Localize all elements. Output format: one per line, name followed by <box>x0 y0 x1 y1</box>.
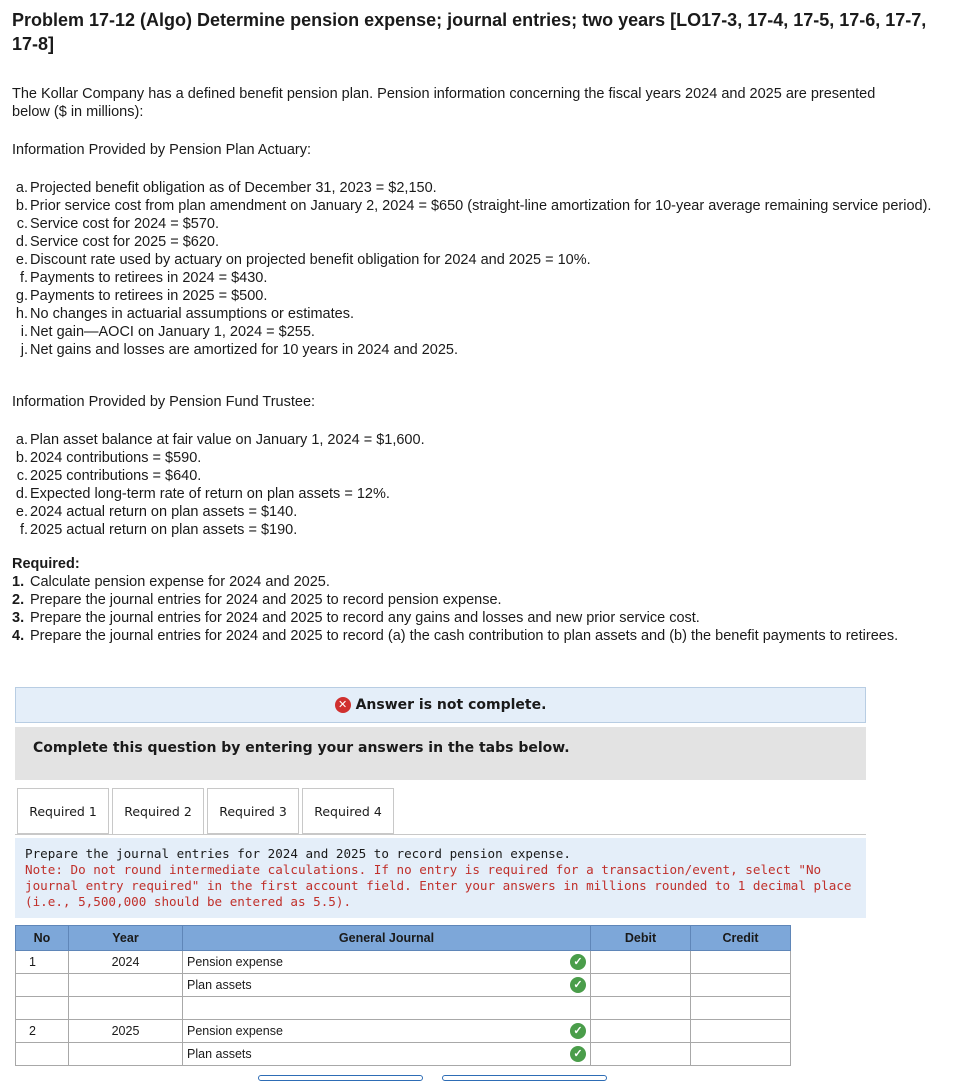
list-item: f. Payments to retirees in 2024 = $430. <box>19 270 268 286</box>
tab-panel <box>15 838 866 918</box>
account-field[interactable] <box>183 951 591 974</box>
list-item: d. Expected long-term rate of return on plan assets = 12%. <box>15 486 390 502</box>
entry-year: 2024 <box>69 951 183 974</box>
list-item: a. Plan asset balance at fair value on January 1, 2024 = $1,600. <box>15 432 425 448</box>
account-field[interactable] <box>183 974 591 997</box>
entry-number: 1 <box>16 951 69 974</box>
credit-input[interactable] <box>691 1020 791 1043</box>
account-value: Plan assets <box>187 978 252 992</box>
check-circle-icon: ✓ <box>570 1023 586 1039</box>
col-header-no: No <box>16 926 69 951</box>
table-row <box>16 951 791 974</box>
list-item: h. No changes in actuarial assumptions or estimates. <box>15 306 354 322</box>
list-item: f. 2025 actual return on plan assets = $190. <box>19 522 298 538</box>
credit-input[interactable] <box>691 951 791 974</box>
nav-button-next[interactable] <box>442 1075 607 1081</box>
table-row <box>16 997 791 1020</box>
required-list <box>12 573 932 645</box>
general-journal-table <box>15 925 791 1066</box>
tab-required-1[interactable]: Required 1 <box>17 788 109 834</box>
actuary-heading: Information Provided by Pension Plan Actuary: <box>12 142 312 158</box>
list-item: e. Discount rate used by actuary on projected benefit obligation for 2024 and 2025 = 10%. <box>15 252 591 268</box>
debit-input[interactable] <box>591 1020 691 1043</box>
credit-input[interactable] <box>691 974 791 997</box>
account-field[interactable] <box>183 997 591 1020</box>
trustee-list <box>14 431 914 539</box>
list-item: 4. Prepare the journal entries for 2024 and 2025 to record (a) the cash contribution to plan assets and (b) the benefit payments to retirees. <box>12 628 899 644</box>
list-item: i. Net gain—AOCI on January 1, 2024 = $255. <box>20 324 315 340</box>
check-circle-icon: ✓ <box>570 1046 586 1062</box>
trustee-heading: Information Provided by Pension Fund Trustee: <box>12 394 316 410</box>
debit-input[interactable] <box>591 997 691 1020</box>
panel-prompt: Prepare the journal entries for 2024 and 2025 to record pension expense. <box>25 846 571 861</box>
list-item: 3. Prepare the journal entries for 2024 and 2025 to record any gains and losses and new prior service cost. <box>12 610 700 626</box>
list-item: e. 2024 actual return on plan assets = $140. <box>15 504 298 520</box>
tab-required-2[interactable]: Required 2 <box>112 788 204 835</box>
list-item: b. Prior service cost from plan amendment on January 2, 2024 = $650 (straight-line amortization for 10-year average remaining service period). <box>15 198 932 214</box>
list-item: c. Service cost for 2024 = $570. <box>16 216 220 232</box>
list-item: c. 2025 contributions = $640. <box>16 468 202 484</box>
col-header-debit: Debit <box>591 926 691 951</box>
list-item: d. Service cost for 2025 = $620. <box>15 234 220 250</box>
list-item: 2. Prepare the journal entries for 2024 and 2025 to record pension expense. <box>12 592 502 608</box>
entry-number <box>16 1043 69 1066</box>
table-row <box>16 1020 791 1043</box>
col-header-year: Year <box>69 926 183 951</box>
x-circle-icon: ✕ <box>335 697 351 713</box>
account-value: Pension expense <box>187 1024 283 1038</box>
list-item: a. Projected benefit obligation as of December 31, 2023 = $2,150. <box>15 180 437 196</box>
account-field[interactable] <box>183 1020 591 1043</box>
actuary-list <box>14 179 954 359</box>
account-value: Plan assets <box>187 1047 252 1061</box>
tab-required-3[interactable]: Required 3 <box>207 788 299 834</box>
entry-number <box>16 974 69 997</box>
panel-note: Note: Do not round intermediate calculations. If no entry is required for a transaction/event, select "No journal entry required" in the first account field. Enter your answers in millions rounded to 1 decimal place (i.e., 5,500,000 should be entered as 5.5). <box>25 862 852 909</box>
entry-year <box>69 997 183 1020</box>
debit-input[interactable] <box>591 951 691 974</box>
debit-input[interactable] <box>591 1043 691 1066</box>
tab-divider <box>15 834 866 835</box>
list-item: b. 2024 contributions = $590. <box>15 450 202 466</box>
notice-text: Answer is not complete. <box>355 697 547 713</box>
credit-input[interactable] <box>691 1043 791 1066</box>
col-header-general-journal: General Journal <box>183 926 591 951</box>
required-heading: Required: <box>12 556 80 572</box>
debit-input[interactable] <box>591 974 691 997</box>
table-row <box>16 974 791 997</box>
entry-year <box>69 974 183 997</box>
problem-title: Problem 17-12 (Algo) Determine pension expense; journal entries; two years [LO17-3, 17-4, 17-5, 17-6, 17-7, 17-8] <box>12 10 927 54</box>
list-item: j. Net gains and losses are amortized for 10 years in 2024 and 2025. <box>20 342 459 358</box>
table-row <box>16 1043 791 1066</box>
account-value: Pension expense <box>187 955 283 969</box>
tab-required-4[interactable]: Required 4 <box>302 788 394 834</box>
col-header-credit: Credit <box>691 926 791 951</box>
entry-number <box>16 997 69 1020</box>
list-item: g. Payments to retirees in 2025 = $500. <box>15 288 268 304</box>
check-circle-icon: ✓ <box>570 977 586 993</box>
nav-button-prev[interactable] <box>258 1075 423 1081</box>
account-field[interactable] <box>183 1043 591 1066</box>
intro-text: The Kollar Company has a defined benefit pension plan. Pension information concerning the fiscal years 2024 and 2025 are presented below ($ in millions): <box>12 86 876 120</box>
entry-number: 2 <box>16 1020 69 1043</box>
answer-notice <box>15 687 866 723</box>
credit-input[interactable] <box>691 997 791 1020</box>
entry-year: 2025 <box>69 1020 183 1043</box>
instruction-banner: Complete this question by entering your answers in the tabs below. <box>15 727 866 780</box>
check-circle-icon: ✓ <box>570 954 586 970</box>
list-item: 1. Calculate pension expense for 2024 and 2025. <box>12 574 330 590</box>
entry-year <box>69 1043 183 1066</box>
